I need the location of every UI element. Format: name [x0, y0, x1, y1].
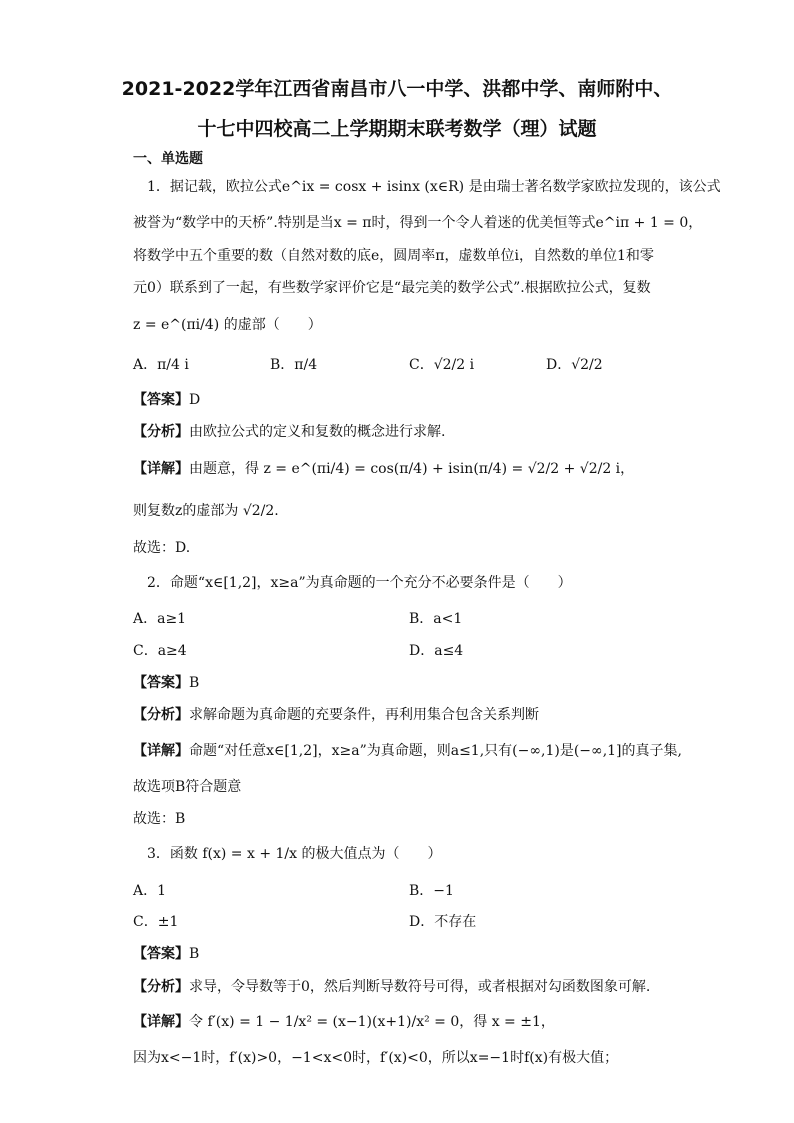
q1-option-d: D．√2/2 [546, 357, 603, 373]
q2-choice: 故选：B [133, 811, 186, 827]
label-tag: 【分析】 [133, 707, 189, 723]
q1-option-a: A．π/4 i [133, 357, 189, 373]
q1-option-c: C．√2/2 i [409, 357, 475, 373]
label-tag: 【答案】 [133, 946, 189, 962]
q3-analysis: 【分析】求导，令导数等于0，然后判断导数符号可得，或者根据对勾函数图象可解. [133, 979, 651, 995]
q3-option-d: D．不存在 [409, 914, 477, 930]
q3-option-b: B．−1 [409, 883, 454, 899]
q2-detail2: 故选项B符合题意 [133, 779, 242, 795]
q2-option-c: C．a≥4 [133, 643, 187, 659]
label-tag: 【详解】 [133, 461, 189, 477]
q2-analysis: 【分析】求解命题为真命题的充要条件，再利用集合包含关系判断 [133, 707, 539, 723]
q1-option-b: B．π/4 [270, 357, 318, 373]
q1-line5: z = e^(πi/4) 的虚部（ ） [133, 317, 322, 333]
q2-detail: 【详解】命题“对任意x∈[1,2]，x≥a”为真命题，则a≤1,只有(−∞,1)是(−∞,1]的真子集, [133, 743, 682, 759]
label-tag: 【答案】 [133, 675, 189, 691]
q3-answer: 【答案】B [133, 946, 200, 962]
q3-option-a: A．1 [133, 883, 167, 899]
q1-line4: 元0）联系到了一起，有些数学家评价它是“最完美的数学公式”.根据欧拉公式，复数 [133, 280, 651, 296]
label-tag: 【答案】 [133, 392, 189, 408]
q1-line3: 将数学中五个重要的数（自然对数的底e，圆周率π，虚数单位i，自然数的单位1和零 [133, 248, 654, 264]
q1-analysis: 【分析】由欧拉公式的定义和复数的概念进行求解. [133, 424, 446, 440]
q1-line2: 被誉为“数学中的天桥”.特别是当x = π时，得到一个令人着迷的优美恒等式e^iπ + 1 = 0， [133, 215, 703, 231]
paper-title-line1: 2021-2022学年江西省南昌市八一中学、洪都中学、南师附中、 [121, 78, 673, 100]
label-tag: 【详解】 [133, 1014, 189, 1030]
q1-detail2: 则复数z的虚部为 √2/2. [133, 503, 279, 519]
q1-detail: 【详解】由题意，得 z = e^(πi/4) = cos(π/4) + isin(π/4) = √2/2 + √2/2 i， [133, 461, 635, 477]
label-tag: 【分析】 [133, 424, 189, 440]
label-tag: 【分析】 [133, 979, 189, 995]
q1-choice: 故选：D. [133, 540, 191, 556]
q3-detail2: 因为x<−1时，f′(x)>0，−1<x<0时，f′(x)<0，所以x=−1时f(x)有极大值； [133, 1050, 619, 1066]
q2-answer: 【答案】B [133, 675, 200, 691]
q2-line1: 2．命题“x∈[1,2]，x≥a”为真命题的一个充分不必要条件是（ ） [147, 575, 572, 591]
section-heading: 一、单选题 [133, 151, 203, 167]
q1-answer: 【答案】D [133, 392, 201, 408]
q1-line1: 1．据记载，欧拉公式e^ix = cosx + isinx (x∈R) 是由瑞士著名数学家欧拉发现的，该公式 [147, 179, 721, 195]
q2-option-d: D．a≤4 [409, 643, 464, 659]
label-tag: 【详解】 [133, 743, 189, 759]
q3-line1: 3．函数 f(x) = x + 1/x 的极大值点为（ ） [147, 846, 442, 862]
q2-option-b: B．a<1 [409, 611, 463, 627]
q3-detail: 【详解】令 f′(x) = 1 − 1/x² = (x−1)(x+1)/x² = 0，得 x = ±1， [133, 1014, 555, 1030]
q2-option-a: A．a≥1 [133, 611, 187, 627]
q3-option-c: C．±1 [133, 914, 179, 930]
paper-title-line2: 十七中四校高二上学期期末联考数学（理）试题 [197, 118, 597, 140]
